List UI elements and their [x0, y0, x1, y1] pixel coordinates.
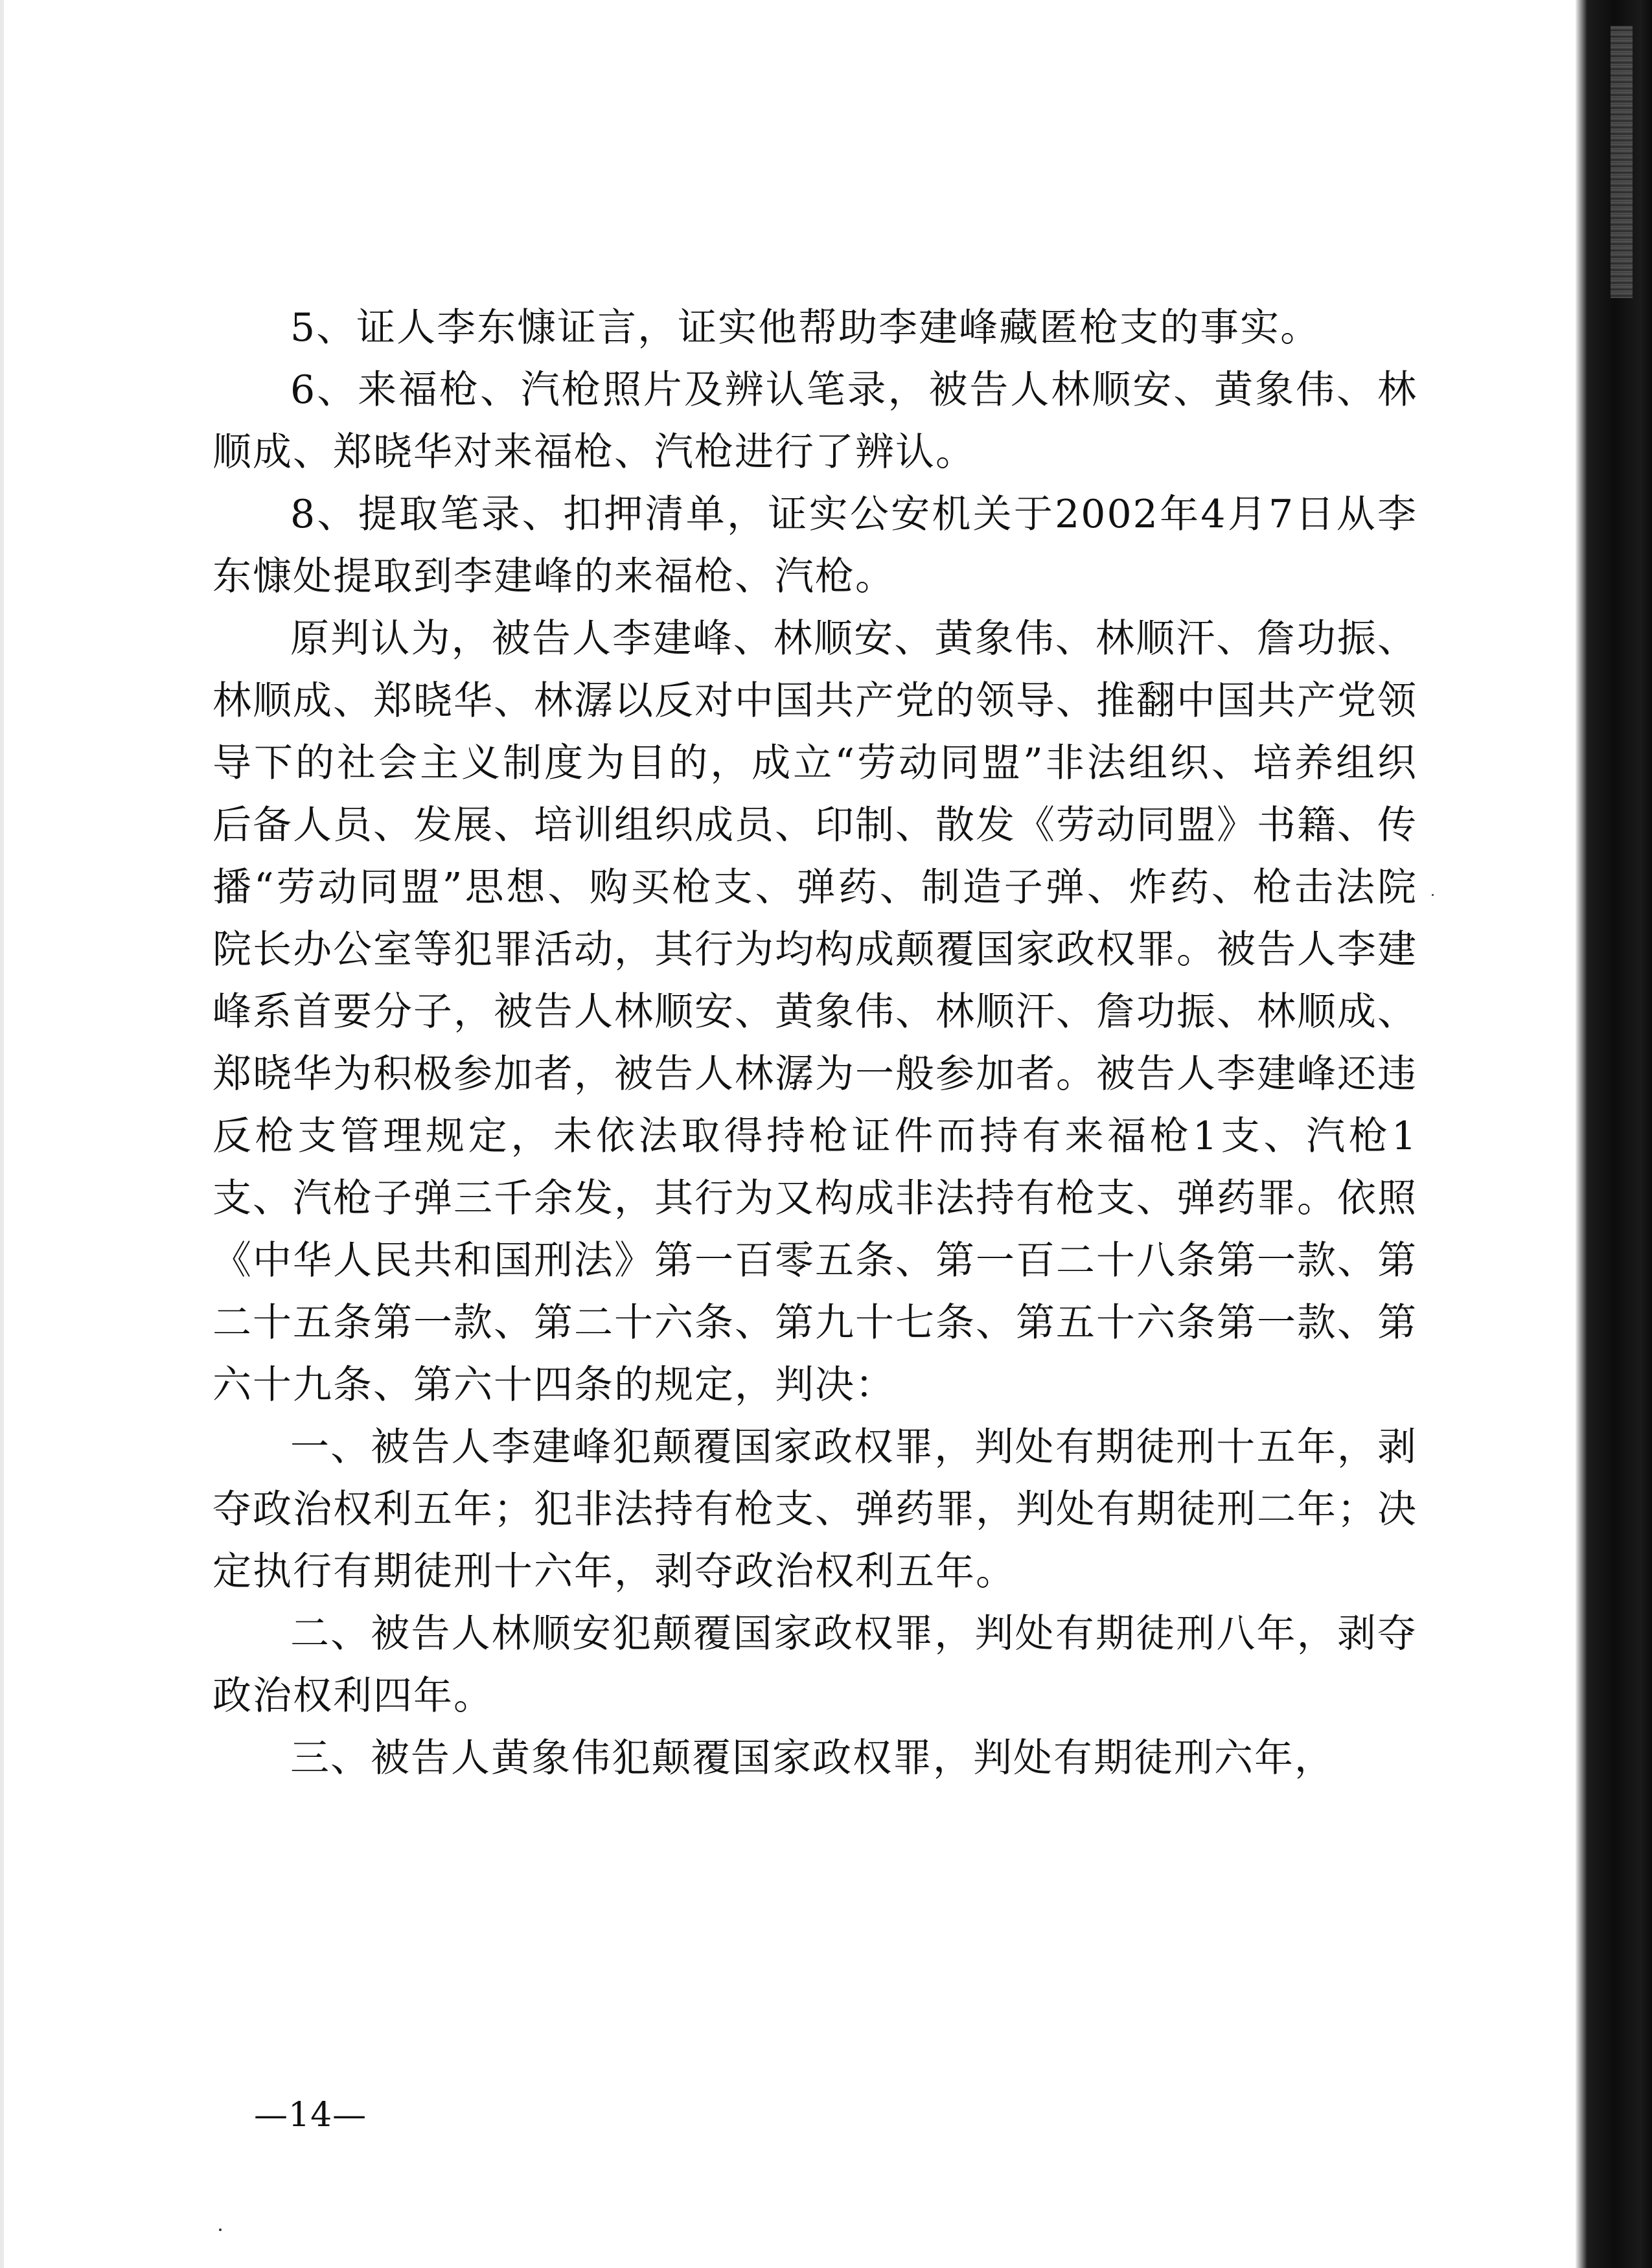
scan-speck: [1432, 894, 1434, 896]
paragraph-verdict-1: 一、被告人李建峰犯颠覆国家政权罪，判处有期徒刑十五年，剥夺政治权利五年；犯非法持有枪支、弹药罪，判处有期徒刑二年；决定执行有期徒刑十六年，剥夺政治权利五年。: [212, 1425, 1417, 1594]
scan-edge-noise: [1611, 26, 1633, 298]
paragraph-original-judgment: 原判认为，被告人李建峰、林顺安、黄象伟、林顺汗、詹功振、林顺成、郑晓华、林潺以反对中国共产党的领导、推翻中国共产党领导下的社会主义制度为目的，成立“劳动同盟”非法组织、培养组织后备人员、发展、培训组织成员、印制、散发《劳动同盟》书籍、传播“劳动同盟”思想、购买枪支、弹药、制造子弹、炸药、枪击法院院长办公室等犯罪活动，其行为均构成颠覆国家政权罪。被告人李建峰系首要分子，被告人林顺安、黄象伟、林顺汗、詹功振、林顺成、郑晓华为积极参加者，被告人林潺为一般参加者。被告人李建峰还违反枪支管理规定，未依法取得持枪证件而持有来福枪1支、汽枪1支、汽枪子弹三千余发，其行为又构成非法持有枪支、弹药罪。依照《中华人民共和国刑法》第一百零五条、第一百二十八条第一款、第二十五条第一款、第二十六条、第九十七条、第五十六条第一款、第六十九条、第六十四条的规定，判决：: [212, 616, 1417, 1408]
document-body: [212, 297, 1417, 1789]
paragraph-evidence-5: 5、证人李东慷证言，证实他帮助李建峰藏匿枪支的事实。: [290, 305, 1321, 350]
paragraph-evidence-8: 8、提取笔录、扣押清单，证实公安机关于2002年4月7日从李东慷处提取到李建峰的来福枪、汽枪。: [212, 492, 1417, 599]
scan-left-edge: [0, 0, 4, 2268]
paragraph-evidence-6: 6、来福枪、汽枪照片及辨认笔录，被告人林顺安、黄象伟、林顺成、郑晓华对来福枪、汽枪进行了辨认。: [212, 367, 1417, 475]
scan-speck: [219, 2228, 222, 2231]
paragraph-verdict-2: 二、被告人林顺安犯颠覆国家政权罪，判处有期徒刑八年，剥夺政治权利四年。: [212, 1611, 1417, 1719]
page-number: —14—: [254, 2096, 367, 2135]
scan-right-edge: [1576, 0, 1652, 2268]
paragraph-verdict-3: 三、被告人黄象伟犯颠覆国家政权罪，判处有期徒刑六年，: [290, 1735, 1335, 1781]
